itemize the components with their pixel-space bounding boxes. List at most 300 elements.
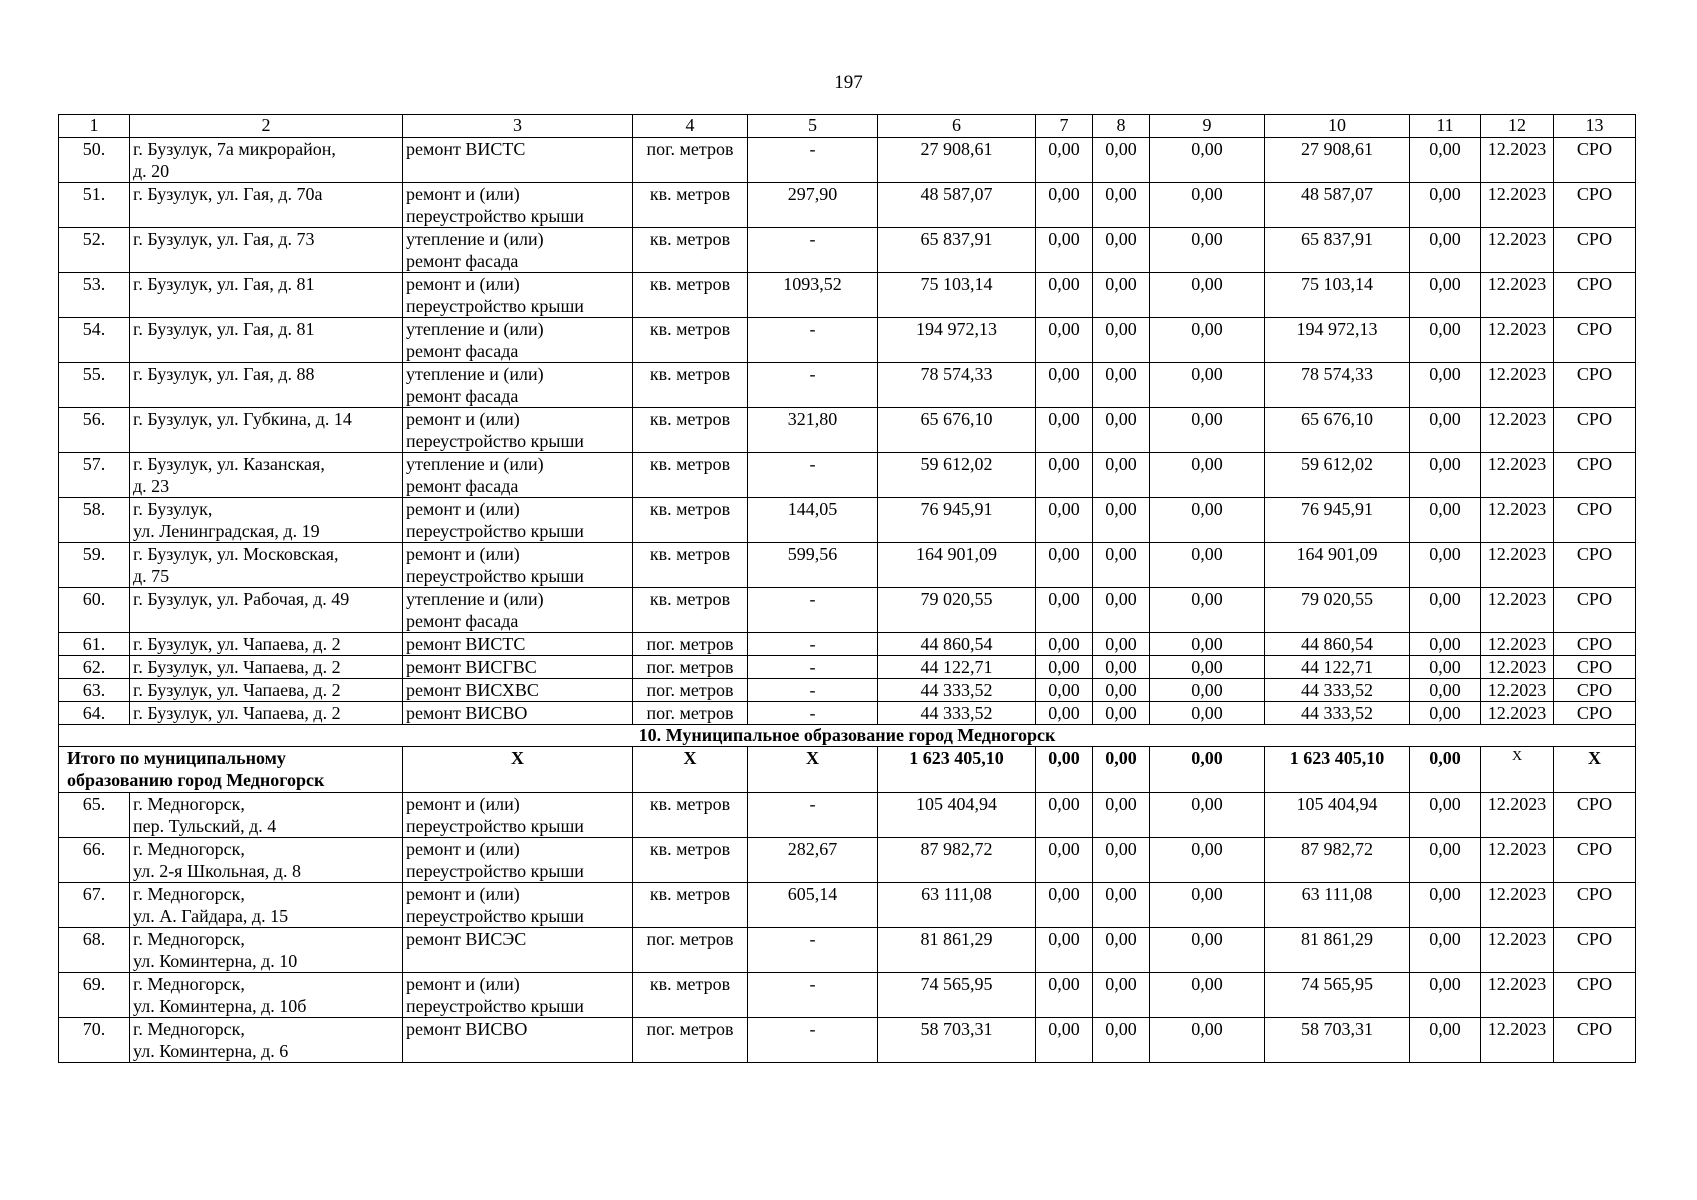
total-cost-cell: 48 587,07 bbox=[878, 183, 1036, 228]
address-line: г. Бузулук, ул. Чапаева, д. 2 bbox=[133, 634, 341, 654]
total-cost-cell: 164 901,09 bbox=[878, 543, 1036, 588]
row-number: 54. bbox=[59, 318, 130, 363]
row-number: 55. bbox=[59, 363, 130, 408]
cost-col9-cell: 0,00 bbox=[1150, 453, 1265, 498]
area-cell: - bbox=[748, 588, 878, 633]
row-number: 59. bbox=[59, 543, 130, 588]
cost-col9-cell: 0,00 bbox=[1150, 793, 1265, 838]
address-line: г. Бузулук, ул. Губкина, д. 14 bbox=[133, 409, 352, 429]
cost-col11-cell: 0,00 bbox=[1410, 883, 1481, 928]
cost-col10-cell: 81 861,29 bbox=[1265, 928, 1410, 973]
area-cell: 1093,52 bbox=[748, 273, 878, 318]
work-type-line: ремонт и (или) bbox=[406, 184, 520, 204]
unit-cell: пог. метров bbox=[633, 679, 748, 702]
area-cell: - bbox=[748, 633, 878, 656]
cost-col7-cell: 0,00 bbox=[1036, 138, 1093, 183]
method-cell: СРО bbox=[1554, 973, 1636, 1018]
deadline-cell: 12.2023 bbox=[1481, 228, 1554, 273]
cost-col10-cell: 48 587,07 bbox=[1265, 183, 1410, 228]
cost-col9-cell: 0,00 bbox=[1150, 363, 1265, 408]
address-line: г. Бузулук, ул. Гая, д. 81 bbox=[133, 319, 315, 339]
total-cost-cell: 44 122,71 bbox=[878, 656, 1036, 679]
cost-col9-cell: 0,00 bbox=[1150, 588, 1265, 633]
cost-col10-cell: 44 333,52 bbox=[1265, 702, 1410, 725]
work-type-line: ремонт ВИСТС bbox=[406, 634, 526, 654]
cost-col8-cell: 0,00 bbox=[1093, 453, 1150, 498]
cost-col8-cell: 0,00 bbox=[1093, 273, 1150, 318]
cost-col8-cell: 0,00 bbox=[1093, 702, 1150, 725]
address-line: г. Бузулук, ул. Гая, д. 73 bbox=[133, 229, 315, 249]
area-cell: 297,90 bbox=[748, 183, 878, 228]
column-header: 7 bbox=[1036, 115, 1093, 138]
method-cell: СРО bbox=[1554, 928, 1636, 973]
table-row bbox=[59, 408, 1636, 453]
total-x-cell: X bbox=[633, 747, 748, 793]
cost-col9-cell: 0,00 bbox=[1150, 273, 1265, 318]
table-row bbox=[59, 793, 1636, 838]
work-type-cell bbox=[403, 793, 633, 838]
area-cell: 605,14 bbox=[748, 883, 878, 928]
table-row bbox=[59, 318, 1636, 363]
area-cell: - bbox=[748, 928, 878, 973]
area-cell: - bbox=[748, 363, 878, 408]
cost-col10-cell: 105 404,94 bbox=[1265, 793, 1410, 838]
row-number: 63. bbox=[59, 679, 130, 702]
cost-col7-cell: 0,00 bbox=[1036, 273, 1093, 318]
deadline-cell: 12.2023 bbox=[1481, 498, 1554, 543]
cost-col10-cell: 59 612,02 bbox=[1265, 453, 1410, 498]
work-type-line: ремонт и (или) bbox=[406, 544, 520, 564]
address-line: ул. Коминтерна, д. 10б bbox=[133, 996, 307, 1016]
table-row bbox=[59, 228, 1636, 273]
method-cell: СРО bbox=[1554, 228, 1636, 273]
address-line: г. Бузулук, bbox=[133, 499, 213, 519]
cost-col7-cell: 0,00 bbox=[1036, 228, 1093, 273]
work-type-line: ремонт ВИСВО bbox=[406, 703, 528, 723]
cost-col7-cell: 0,00 bbox=[1036, 588, 1093, 633]
cost-col11-cell: 0,00 bbox=[1410, 838, 1481, 883]
total-label-line: образованию город Медногорск bbox=[67, 770, 325, 790]
table-row bbox=[59, 588, 1636, 633]
cost-col11-cell: 0,00 bbox=[1410, 656, 1481, 679]
method-cell: СРО bbox=[1554, 183, 1636, 228]
cost-col11-cell: 0,00 bbox=[1410, 273, 1481, 318]
address-line: г. Бузулук, ул. Рабочая, д. 49 bbox=[133, 589, 350, 609]
deadline-cell: 12.2023 bbox=[1481, 702, 1554, 725]
deadline-cell: 12.2023 bbox=[1481, 408, 1554, 453]
total-cost-cell: 75 103,14 bbox=[878, 273, 1036, 318]
cost-col11-cell: 0,00 bbox=[1410, 633, 1481, 656]
cost-col8-cell: 0,00 bbox=[1093, 588, 1150, 633]
work-type-line: ремонт и (или) bbox=[406, 974, 520, 994]
unit-cell: кв. метров bbox=[633, 363, 748, 408]
row-number: 60. bbox=[59, 588, 130, 633]
cost-col7-cell: 0,00 bbox=[1036, 928, 1093, 973]
total-cost-cell: 74 565,95 bbox=[878, 973, 1036, 1018]
column-header: 6 bbox=[878, 115, 1036, 138]
cost-col7-cell: 0,00 bbox=[1036, 793, 1093, 838]
cost-col8-cell: 0,00 bbox=[1093, 633, 1150, 656]
cost-col10-cell: 44 333,52 bbox=[1265, 679, 1410, 702]
address-line: г. Бузулук, ул. Гая, д. 70а bbox=[133, 184, 323, 204]
address-line: г. Медногорск, bbox=[133, 929, 245, 949]
address-line: г. Медногорск, bbox=[133, 884, 245, 904]
work-type-line: утепление и (или) bbox=[406, 454, 544, 474]
cost-col7-cell: 0,00 bbox=[1036, 702, 1093, 725]
method-cell: СРО bbox=[1554, 138, 1636, 183]
cost-col9-cell: 0,00 bbox=[1150, 183, 1265, 228]
cost-col8-cell: 0,00 bbox=[1093, 408, 1150, 453]
unit-cell: кв. метров bbox=[633, 498, 748, 543]
work-type-line: переустройство крыши bbox=[406, 206, 584, 226]
address-line: г. Бузулук, ул. Чапаева, д. 2 bbox=[133, 680, 341, 700]
total-label bbox=[59, 747, 403, 793]
work-type-cell bbox=[403, 498, 633, 543]
table-row bbox=[59, 363, 1636, 408]
row-number: 65. bbox=[59, 793, 130, 838]
cost-col9-cell: 0,00 bbox=[1150, 228, 1265, 273]
deadline-cell: 12.2023 bbox=[1481, 793, 1554, 838]
work-type-cell bbox=[403, 408, 633, 453]
unit-cell: кв. метров bbox=[633, 973, 748, 1018]
table-row bbox=[59, 138, 1636, 183]
row-number: 52. bbox=[59, 228, 130, 273]
cost-col10-cell: 44 860,54 bbox=[1265, 633, 1410, 656]
cost-col11-cell: 0,00 bbox=[1410, 588, 1481, 633]
method-cell: СРО bbox=[1554, 883, 1636, 928]
cost-col10-cell: 75 103,14 bbox=[1265, 273, 1410, 318]
area-cell: 144,05 bbox=[748, 498, 878, 543]
work-type-cell bbox=[403, 838, 633, 883]
cost-col7-cell: 0,00 bbox=[1036, 498, 1093, 543]
section-title: 10. Муниципальное образование город Медногорск bbox=[59, 725, 1636, 747]
method-cell: СРО bbox=[1554, 363, 1636, 408]
cost-col8-cell: 0,00 bbox=[1093, 318, 1150, 363]
section-heading-row bbox=[59, 725, 1636, 747]
address-cell bbox=[130, 633, 403, 656]
cost-col7-cell: 0,00 bbox=[1036, 453, 1093, 498]
deadline-cell: 12.2023 bbox=[1481, 883, 1554, 928]
work-type-line: ремонт и (или) bbox=[406, 409, 520, 429]
cost-col8-cell: 0,00 bbox=[1093, 656, 1150, 679]
work-type-cell bbox=[403, 928, 633, 973]
work-type-cell bbox=[403, 453, 633, 498]
area-cell: 599,56 bbox=[748, 543, 878, 588]
area-cell: - bbox=[748, 1018, 878, 1063]
total-cost-cell: 87 982,72 bbox=[878, 838, 1036, 883]
cost-col8-cell: 0,00 bbox=[1093, 498, 1150, 543]
unit-cell: кв. метров bbox=[633, 273, 748, 318]
column-header: 13 bbox=[1554, 115, 1636, 138]
work-type-cell bbox=[403, 588, 633, 633]
deadline-cell: 12.2023 bbox=[1481, 543, 1554, 588]
method-cell: СРО bbox=[1554, 838, 1636, 883]
table-row bbox=[59, 453, 1636, 498]
total-col11-cell: 0,00 bbox=[1410, 747, 1481, 793]
address-line: г. Бузулук, ул. Чапаева, д. 2 bbox=[133, 657, 341, 677]
cost-col10-cell: 27 908,61 bbox=[1265, 138, 1410, 183]
cost-col9-cell: 0,00 bbox=[1150, 679, 1265, 702]
cost-col9-cell: 0,00 bbox=[1150, 408, 1265, 453]
column-header: 11 bbox=[1410, 115, 1481, 138]
deadline-cell: 12.2023 bbox=[1481, 633, 1554, 656]
cost-col9-cell: 0,00 bbox=[1150, 543, 1265, 588]
column-header: 10 bbox=[1265, 115, 1410, 138]
work-type-line: ремонт фасада bbox=[406, 251, 519, 271]
total-cost-cell: 58 703,31 bbox=[878, 1018, 1036, 1063]
address-line: г. Бузулук, ул. Московская, bbox=[133, 544, 339, 564]
address-line: г. Бузулук, ул. Казанская, bbox=[133, 454, 325, 474]
address-line: пер. Тульский, д. 4 bbox=[133, 816, 277, 836]
cost-col7-cell: 0,00 bbox=[1036, 883, 1093, 928]
column-header: 2 bbox=[130, 115, 403, 138]
total-x-cell: X bbox=[748, 747, 878, 793]
cost-col8-cell: 0,00 bbox=[1093, 183, 1150, 228]
work-type-line: ремонт фасада bbox=[406, 386, 519, 406]
cost-col11-cell: 0,00 bbox=[1410, 498, 1481, 543]
cost-col10-cell: 78 574,33 bbox=[1265, 363, 1410, 408]
cost-col10-cell: 87 982,72 bbox=[1265, 838, 1410, 883]
area-cell: 282,67 bbox=[748, 838, 878, 883]
table-row bbox=[59, 838, 1636, 883]
work-type-line: переустройство крыши bbox=[406, 861, 584, 881]
address-cell bbox=[130, 702, 403, 725]
method-cell: СРО bbox=[1554, 679, 1636, 702]
method-cell: СРО bbox=[1554, 498, 1636, 543]
row-number: 70. bbox=[59, 1018, 130, 1063]
cost-col9-cell: 0,00 bbox=[1150, 1018, 1265, 1063]
cost-col10-cell: 63 111,08 bbox=[1265, 883, 1410, 928]
cost-col7-cell: 0,00 bbox=[1036, 543, 1093, 588]
address-cell bbox=[130, 453, 403, 498]
work-type-line: ремонт ВИСХВС bbox=[406, 680, 539, 700]
cost-col7-cell: 0,00 bbox=[1036, 318, 1093, 363]
row-number: 53. bbox=[59, 273, 130, 318]
address-line: г. Медногорск, bbox=[133, 839, 245, 859]
unit-cell: кв. метров bbox=[633, 228, 748, 273]
address-cell bbox=[130, 679, 403, 702]
deadline-cell: 12.2023 bbox=[1481, 1018, 1554, 1063]
address-line: г. Медногорск, bbox=[133, 974, 245, 994]
work-type-cell bbox=[403, 883, 633, 928]
cost-col11-cell: 0,00 bbox=[1410, 228, 1481, 273]
cost-col11-cell: 0,00 bbox=[1410, 679, 1481, 702]
deadline-cell: 12.2023 bbox=[1481, 183, 1554, 228]
deadline-cell: 12.2023 bbox=[1481, 679, 1554, 702]
column-header: 3 bbox=[403, 115, 633, 138]
work-type-line: утепление и (или) bbox=[406, 229, 544, 249]
cost-col8-cell: 0,00 bbox=[1093, 363, 1150, 408]
cost-col8-cell: 0,00 bbox=[1093, 928, 1150, 973]
total-cost-cell: 65 676,10 bbox=[878, 408, 1036, 453]
total-cost-cell: 65 837,91 bbox=[878, 228, 1036, 273]
address-cell bbox=[130, 543, 403, 588]
unit-cell: пог. метров bbox=[633, 633, 748, 656]
work-type-line: переустройство крыши bbox=[406, 521, 584, 541]
address-line: г. Медногорск, bbox=[133, 794, 245, 814]
table-row bbox=[59, 702, 1636, 725]
area-cell: - bbox=[748, 973, 878, 1018]
cost-col9-cell: 0,00 bbox=[1150, 973, 1265, 1018]
method-cell: СРО bbox=[1554, 408, 1636, 453]
work-type-line: ремонт ВИСГВС bbox=[406, 657, 537, 677]
address-line: г. Бузулук, ул. Гая, д. 88 bbox=[133, 364, 315, 384]
cost-col7-cell: 0,00 bbox=[1036, 1018, 1093, 1063]
deadline-cell: 12.2023 bbox=[1481, 318, 1554, 363]
deadline-cell: 12.2023 bbox=[1481, 588, 1554, 633]
cost-col8-cell: 0,00 bbox=[1093, 838, 1150, 883]
method-cell: СРО bbox=[1554, 793, 1636, 838]
work-type-cell bbox=[403, 543, 633, 588]
work-type-line: переустройство крыши bbox=[406, 816, 584, 836]
total-x-cell: X bbox=[1554, 747, 1636, 793]
column-header: 12 bbox=[1481, 115, 1554, 138]
work-type-line: переустройство крыши bbox=[406, 431, 584, 451]
total-cost-cell: 76 945,91 bbox=[878, 498, 1036, 543]
cost-col10-cell: 194 972,13 bbox=[1265, 318, 1410, 363]
address-cell bbox=[130, 793, 403, 838]
total-cost-cell: 59 612,02 bbox=[878, 453, 1036, 498]
total-cost-cell: 1 623 405,10 bbox=[878, 747, 1036, 793]
cost-col7-cell: 0,00 bbox=[1036, 408, 1093, 453]
work-type-line: ремонт фасада bbox=[406, 341, 519, 361]
cost-col11-cell: 0,00 bbox=[1410, 363, 1481, 408]
total-col9-cell: 0,00 bbox=[1150, 747, 1265, 793]
table-row bbox=[59, 973, 1636, 1018]
total-cost-cell: 105 404,94 bbox=[878, 793, 1036, 838]
address-line: д. 75 bbox=[133, 566, 170, 586]
address-cell bbox=[130, 973, 403, 1018]
total-x-cell: X bbox=[1481, 747, 1554, 793]
capital-repair-table bbox=[58, 114, 1636, 1063]
unit-cell: кв. метров bbox=[633, 588, 748, 633]
table-row bbox=[59, 928, 1636, 973]
method-cell: СРО bbox=[1554, 543, 1636, 588]
deadline-cell: 12.2023 bbox=[1481, 838, 1554, 883]
row-number: 62. bbox=[59, 656, 130, 679]
work-type-line: ремонт ВИСВО bbox=[406, 1019, 528, 1039]
address-line: ул. Ленинградская, д. 19 bbox=[133, 521, 320, 541]
cost-col8-cell: 0,00 bbox=[1093, 1018, 1150, 1063]
cost-col11-cell: 0,00 bbox=[1410, 138, 1481, 183]
table-row bbox=[59, 633, 1636, 656]
deadline-cell: 12.2023 bbox=[1481, 273, 1554, 318]
cost-col7-cell: 0,00 bbox=[1036, 363, 1093, 408]
deadline-cell: 12.2023 bbox=[1481, 973, 1554, 1018]
unit-cell: кв. метров bbox=[633, 793, 748, 838]
address-cell bbox=[130, 928, 403, 973]
total-cost-cell: 44 333,52 bbox=[878, 679, 1036, 702]
row-number: 66. bbox=[59, 838, 130, 883]
total-cost-cell: 27 908,61 bbox=[878, 138, 1036, 183]
cost-col8-cell: 0,00 bbox=[1093, 228, 1150, 273]
row-number: 57. bbox=[59, 453, 130, 498]
cost-col9-cell: 0,00 bbox=[1150, 633, 1265, 656]
deadline-cell: 12.2023 bbox=[1481, 656, 1554, 679]
cost-col7-cell: 0,00 bbox=[1036, 838, 1093, 883]
unit-cell: кв. метров bbox=[633, 453, 748, 498]
area-cell: - bbox=[748, 453, 878, 498]
work-type-line: ремонт и (или) bbox=[406, 499, 520, 519]
work-type-line: переустройство крыши bbox=[406, 296, 584, 316]
work-type-line: утепление и (или) bbox=[406, 364, 544, 384]
total-col7-cell: 0,00 bbox=[1036, 747, 1093, 793]
work-type-cell bbox=[403, 973, 633, 1018]
total-cost-cell: 44 860,54 bbox=[878, 633, 1036, 656]
deadline-cell: 12.2023 bbox=[1481, 928, 1554, 973]
work-type-cell bbox=[403, 363, 633, 408]
deadline-cell: 12.2023 bbox=[1481, 138, 1554, 183]
cost-col9-cell: 0,00 bbox=[1150, 498, 1265, 543]
cost-col8-cell: 0,00 bbox=[1093, 973, 1150, 1018]
method-cell: СРО bbox=[1554, 453, 1636, 498]
address-line: д. 20 bbox=[133, 161, 170, 181]
area-cell: - bbox=[748, 679, 878, 702]
address-cell bbox=[130, 1018, 403, 1063]
unit-cell: кв. метров bbox=[633, 838, 748, 883]
cost-col9-cell: 0,00 bbox=[1150, 656, 1265, 679]
area-cell: - bbox=[748, 318, 878, 363]
work-type-line: утепление и (или) bbox=[406, 319, 544, 339]
column-header: 8 bbox=[1093, 115, 1150, 138]
cost-col11-cell: 0,00 bbox=[1410, 318, 1481, 363]
work-type-cell bbox=[403, 318, 633, 363]
address-cell bbox=[130, 318, 403, 363]
cost-col11-cell: 0,00 bbox=[1410, 793, 1481, 838]
area-cell: - bbox=[748, 793, 878, 838]
address-cell bbox=[130, 228, 403, 273]
cost-col11-cell: 0,00 bbox=[1410, 1018, 1481, 1063]
total-cost-cell: 44 333,52 bbox=[878, 702, 1036, 725]
cost-col8-cell: 0,00 bbox=[1093, 883, 1150, 928]
total-cost-cell: 79 020,55 bbox=[878, 588, 1036, 633]
cost-col9-cell: 0,00 bbox=[1150, 928, 1265, 973]
address-cell bbox=[130, 498, 403, 543]
area-cell: - bbox=[748, 702, 878, 725]
column-number-header-row bbox=[59, 115, 1636, 138]
row-number: 69. bbox=[59, 973, 130, 1018]
method-cell: СРО bbox=[1554, 702, 1636, 725]
row-number: 67. bbox=[59, 883, 130, 928]
work-type-cell bbox=[403, 138, 633, 183]
total-cost-cell: 194 972,13 bbox=[878, 318, 1036, 363]
work-type-line: переустройство крыши bbox=[406, 566, 584, 586]
column-header: 4 bbox=[633, 115, 748, 138]
work-type-line: ремонт ВИСТС bbox=[406, 139, 526, 159]
table-row bbox=[59, 679, 1636, 702]
row-number: 58. bbox=[59, 498, 130, 543]
unit-cell: пог. метров bbox=[633, 1018, 748, 1063]
area-cell: 321,80 bbox=[748, 408, 878, 453]
method-cell: СРО bbox=[1554, 588, 1636, 633]
unit-cell: пог. метров bbox=[633, 928, 748, 973]
work-type-cell bbox=[403, 1018, 633, 1063]
total-x-cell: X bbox=[403, 747, 633, 793]
table-row bbox=[59, 883, 1636, 928]
address-cell bbox=[130, 408, 403, 453]
cost-col9-cell: 0,00 bbox=[1150, 838, 1265, 883]
work-type-line: переустройство крыши bbox=[406, 996, 584, 1016]
row-number: 64. bbox=[59, 702, 130, 725]
address-line: г. Медногорск, bbox=[133, 1019, 245, 1039]
total-label-line: Итого по муниципальному bbox=[67, 748, 286, 768]
column-header: 9 bbox=[1150, 115, 1265, 138]
cost-col7-cell: 0,00 bbox=[1036, 973, 1093, 1018]
work-type-cell bbox=[403, 228, 633, 273]
row-number: 56. bbox=[59, 408, 130, 453]
table-row bbox=[59, 543, 1636, 588]
unit-cell: пог. метров bbox=[633, 702, 748, 725]
